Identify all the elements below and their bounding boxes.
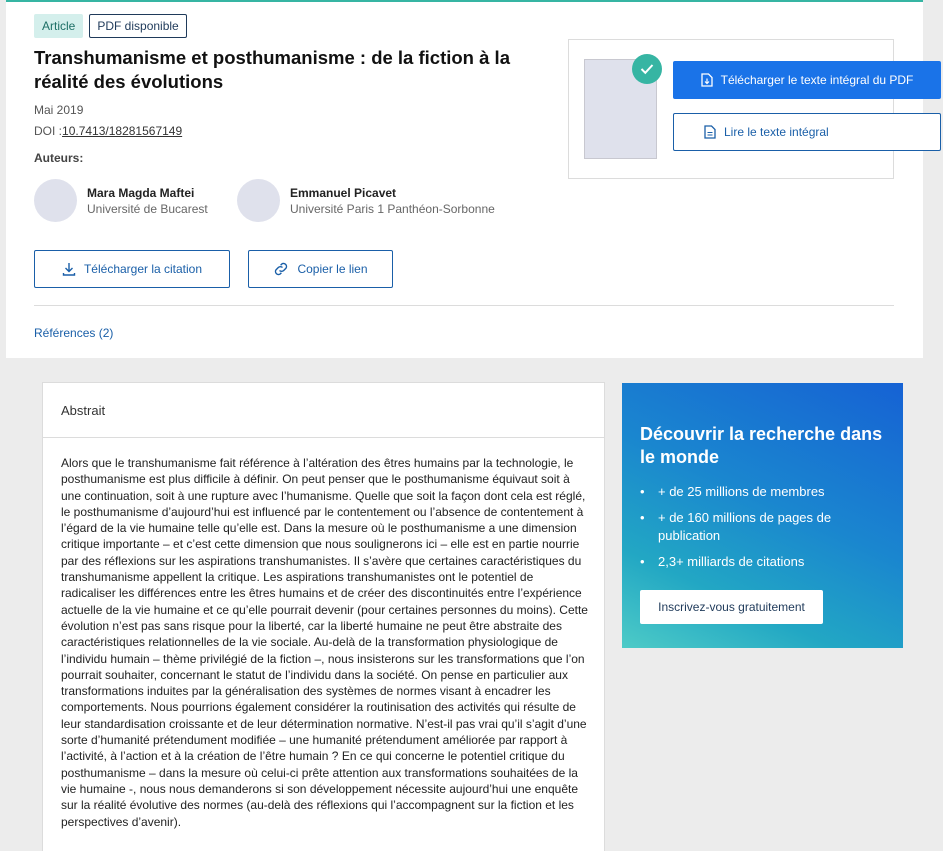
doi-label: DOI :	[34, 124, 63, 138]
avatar	[34, 179, 77, 222]
file-icon	[704, 125, 716, 139]
author-name: Mara Magda Maftei	[87, 185, 195, 200]
promo-title: Découvrir la recherche dans le monde	[640, 424, 883, 467]
list-item: • 2,3+ milliards de citations	[640, 553, 895, 571]
publication-date: Mai 2019	[34, 103, 84, 117]
author-name: Emmanuel Picavet	[290, 185, 397, 200]
badge-group	[34, 14, 187, 38]
copy-link-button[interactable]	[248, 250, 393, 288]
avatar	[237, 179, 280, 222]
article-type-badge: Article	[34, 14, 83, 38]
abstract-divider	[43, 437, 604, 438]
read-full-text-button[interactable]	[673, 113, 941, 151]
abstract-heading: Abstrait	[61, 403, 106, 418]
publication-header-card	[6, 0, 923, 358]
author-affiliation: Université de Bucarest	[87, 201, 208, 216]
download-pdf-label: Télécharger le texte intégral du PDF	[720, 73, 914, 87]
references-tab[interactable]: Références (2)	[34, 326, 114, 340]
author-affiliation: Université Paris 1 Panthéon-Sorbonne	[290, 201, 495, 216]
read-full-text-label: Lire le texte intégral	[724, 125, 829, 139]
list-item: • + de 160 millions de pages de publication	[640, 509, 895, 545]
authors-heading: Auteurs:	[34, 151, 84, 165]
abstract-text: Alors que le transhumanisme fait référence à l’altération des êtres humains par la technologie, le posthumanisme est plus difficile à définir. On peut penser que le posthumanisme équivaut soit à une continuation, soit à une rupture avec l’humanisme. Quelle que soit la façon dont cela est réglé, le posthumanisme d’aujourd’hui est influencé par le contentement ou l’absence de contentement à l’égard de la vie humaine telle qu’elle est. Dans la mesure où le posthumanisme a une dimension critique importante – et c’est cette dimension que nous soulignerons ici – elle est en partie nourrie par des réflexions sur les aspirations transhumanistes. Il s’avère que certaines caractéristiques du transhumanisme appellent la critique. Les aspirations transhumanistes ont le potentiel de radicaliser les différences entre les êtres humains et de créer des discontinuités entre l’expérience actuelle de la vie humaine et ce qu’elle pourrait devenir (pour certaines personnes du moins). Cette évolution n’est pas sans risque pour la liberté, car la liberté humaine ne peut être abstraite des caractéristiques relationnelles de la vie sociale. Au-delà de la transformation physiologique de l’individu humain – thème privilégié de la fiction –, nous insisterons sur les transformations que l’on pourrait souhaiter, concernant le statut de l’individu dans la société. On pense en particulier aux transformations induites par la généralisation des systèmes de normes visant à encadrer les comportements. Nous pourrions également considérer la routinisation des activités qui résulte de leur standardisation croissante et de leur détermination normative. N’est-il pas vrai qu’il s’agit d’une sorte d’humanité prétendument modifiée – une humanité prétendument améliorée par rapport à l’activité, à l’action et à la création de l’être humain ? En ce qui concerne le potentiel critique du posthumanisme – dans la mesure où celui-ci prête attention aux transformations souhaitées de la vie humaine -, nous nous demanderons si son développement nécessite aujourd’hui une enquête sur la réalité évolutive des normes (au-delà des réflexions qui l’accompagnent sur la fiction et les perspectives d’avenir).	[61, 456, 588, 829]
copy-link-label: Copier le lien	[297, 262, 368, 276]
file-download-icon	[701, 73, 713, 87]
pdf-preview-panel	[568, 39, 894, 179]
signup-promo-panel	[622, 383, 903, 648]
abstract-card	[42, 382, 605, 851]
list-item: • + de 25 millions de membres	[640, 483, 895, 501]
download-citation-button[interactable]	[34, 250, 230, 288]
download-icon	[62, 262, 76, 276]
check-icon	[632, 54, 662, 84]
signup-button[interactable]: Inscrivez-vous gratuitement	[640, 590, 823, 624]
download-citation-label: Télécharger la citation	[83, 262, 203, 276]
link-icon	[273, 262, 289, 276]
page-title: Transhumanisme et posthumanisme : de la fiction à la réalité des évolutions	[34, 47, 510, 92]
author-card[interactable]	[237, 179, 495, 222]
header-divider	[34, 305, 894, 306]
author-card[interactable]	[34, 179, 208, 222]
doi-line	[34, 124, 182, 138]
pdf-available-badge: PDF disponible	[89, 14, 186, 38]
promo-list	[640, 483, 895, 579]
doi-link[interactable]: 10.7413/18281567149	[62, 124, 183, 138]
download-pdf-button[interactable]	[673, 61, 941, 99]
